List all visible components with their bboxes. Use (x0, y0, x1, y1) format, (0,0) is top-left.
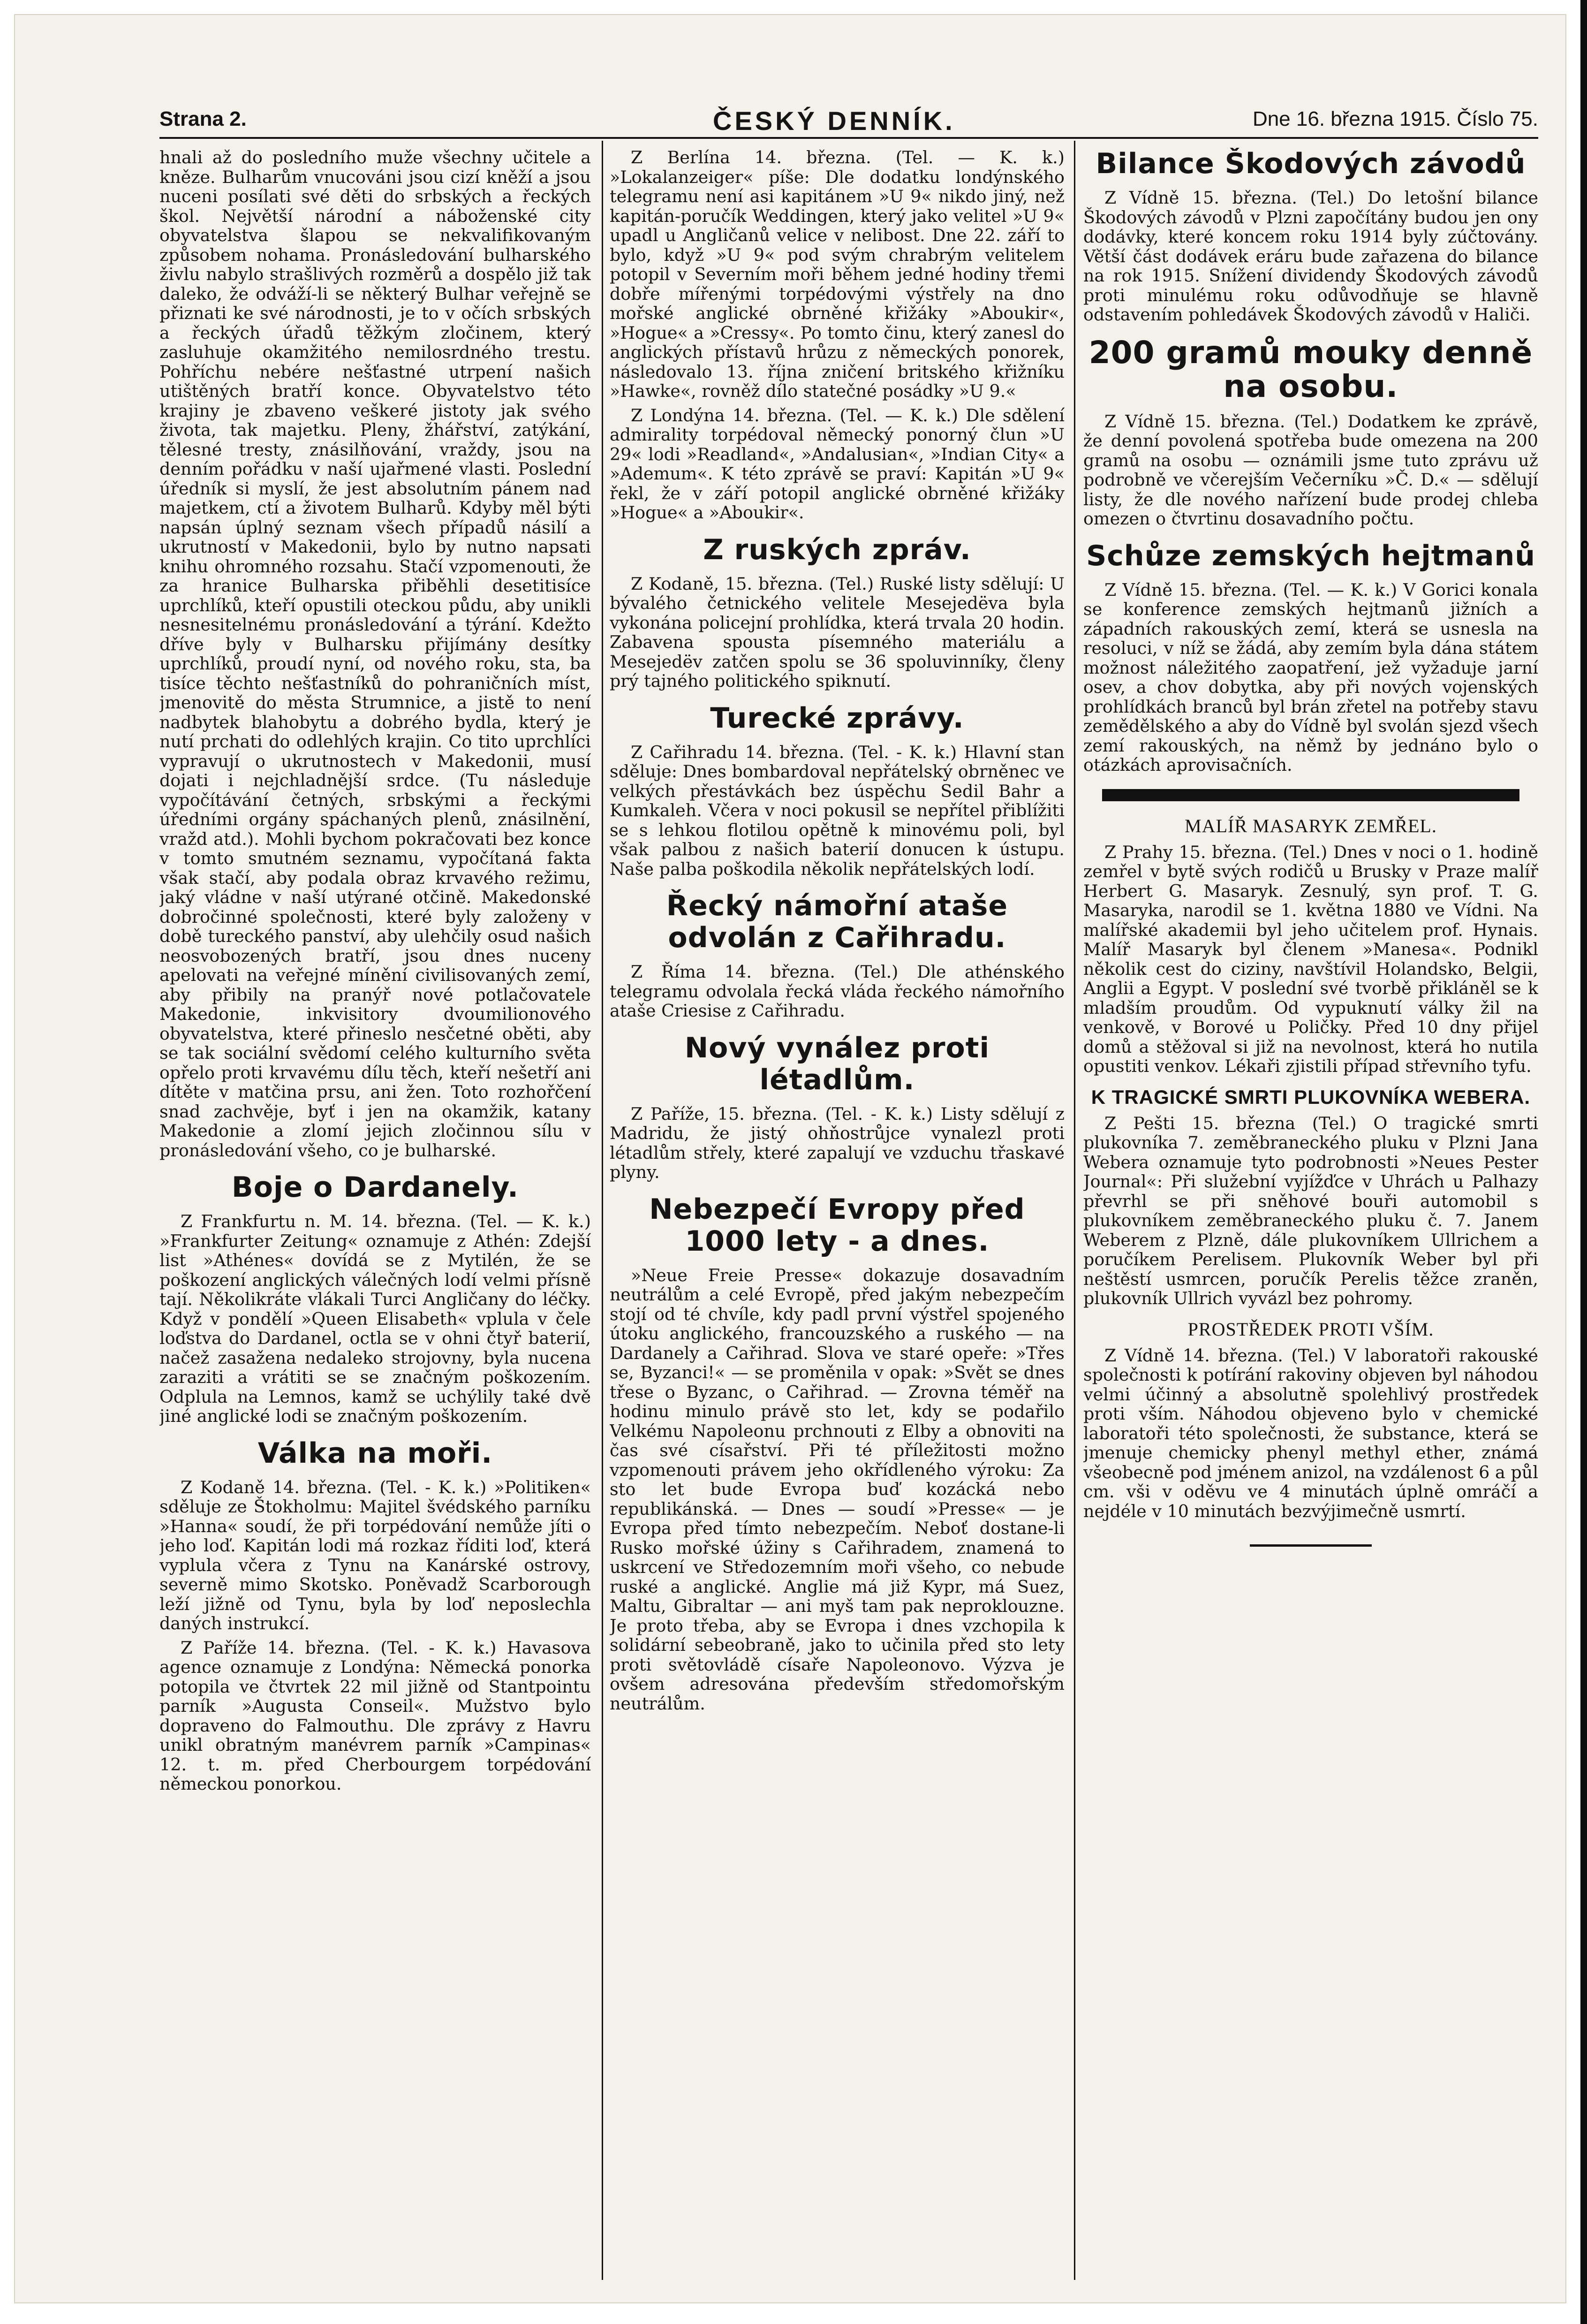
headline-smrt-webera: K TRAGICKÉ SMRTI PLUKOVNÍKA WEBERA. (1091, 1086, 1531, 1108)
scan-edge (1580, 0, 1587, 2324)
article-text: »Neue Freie Presse« dokazuje dosavadním neutrálům a celé Evropě, před jakým nebezpečím stojí od té chvíle, kdy padl první výstřel spojeného útoku anglického, francouzského a ruského — na Dardanely a Cařihrad. Slova ve staré opeře: »Třes se, Byzanci!« — se proměnila v opak: »Svět se dnes třese o Byzanc, o Cařihrad. — Zrovna téměř na hodinu minulo právě sto let, kdy se podařilo Velkému Napoleonu prchnouti z Elby a obnoviti na čas své císařství. Při té příležitosti možno vzpomenouti právem jeho okřídleného výroku: Za sto let bude Evropa buď kozácká nebo republikánská. — Dnes — soudí »Presse« — je Evropa před tímto nebezpečím. Neboť dostane-li Rusko mořské úžiny s Cařihradem, znamená to uskrcení ve Středozemním moři všeho, co nebude ruské a anglické. Anglie má již Kypr, má Suez, Maltu, Gibraltar — ani myš tam pak neproklouzne. Je proto třeba, aby se Evropa i dnes vzchopila k solidární sebeobraně, jako to učinila před sto lety proti světovládě císaře Napoleonovo. Výzva je ovšem adresována především středomořským neutrálům. (610, 1265, 1065, 1714)
headline-200-gramu-mouky: 200 gramů mouky denně na osobu. (1088, 334, 1533, 404)
article-text: Z Vídně 15. března. (Tel.) Dodatkem ke zprávě, že denní povolená spotřeba bude omezena na 200 gramů na osobu — oznámili jsme tuto zprávu už podrobně ve včerejším Večerníku »Č. D.« — sdělují listy, že dle nového nařízení bude prodej chleba omezen o čtvrtinu dosavadního počtu. (1083, 411, 1538, 529)
article-text: Z Vídně 15. března. (Tel.) Do letošní bilance Škodových závodů v Plzni započítány budou jen ony dodávky, které koncem roku 1914 byly zúčtovány. Větší část dodávek eráru bude zařazena do bilance na rok 1915. Snížení dividendy Škodových závodů proti minulému roku odůvodňuje se hlavně odstavením pohledávek Škodových závodů v Haliči. (1083, 188, 1538, 325)
article-text: hnali až do posledního muže všechny učitele a kněze. Bulharům vnucováni jsou cizí kněží a jsou nuceni posílati své děti do srbských a řeckých škol. Největší národní a náboženské city obyvatelstva šlapou se nekvalifikovaným způsobem nohama. Pronásledování bulharského živlu nabylo strašlivých rozměrů a dospělo již tak daleko, že odváží-li se některý Bulhar veřejně se přiznati ke své národnosti, je to v očích srbských a řeckých úřadů těžkým zločinem, který zasluhuje okamžitého nemilosrdného trestu. Pohříchu nebére nešťastné utrpení našich utištěných bratří konce. Obyvatelstvo této krajiny je zbaveno veškeré jistoty jak svého života, tak majetku. Pleny, žhářství, zatýkání, tělesné tresty, znásilňování, vraždy, jsou na denním pořádku v naší ujařmené vlasti. Poslední úředník si myslí, že jest absolutním pánem nad majetkem, ctí a životem Bulharů. Kdyby měl býti napsán úplný seznam všech případů násilí a ukrutností v Makedonii, bylo by nutno napsati knihu ohromného rozsahu. Stačí vzpomenouti, že za hranice Bulharska přiběhli desetitisíce uprchlíků, kteří opustili oteckou půdu, aby unikli nesnesitelnému pronásledování a týrání. Kdežto dříve byly v Bulharsku přijímány desítky uprchlíků, proudí nyní, od nového roku, sta, ba tisíce těchto nešťastníků do pohraničních míst, jmenovitě do města Strumnice, a jistě to není nadbytek blahobytu a dobrého bydla, který je nutí prchati do odlehlých krajin. Co tito uprchlíci vypravují o ukrutnostech v Makedonii, musí dojati i nejchladnější srdce. (Tu následuje vypočítávání četných, srbskými a řeckými úředními orgány spáchaných plenů, znásilnění, vražd atd.). Mohli bychom pokračovati bez konce v tomto smutném seznamu, vypočítaná fakta však stačí, aby podala obraz krvavého režimu, jaký vládne v naší utýrané otčině. Makedonské dobročinné společnosti, které byly založeny v době tureckého panství, aby ulehčily osud našich neosvobozených bratří, jsou dnes nuceny apelovati na veřejné mínění civilisovaných zemí, aby přibily na pranýř nové potlačovatele Makedonie, inkvisitory dvoumilionového obyvatelstva, které přineslo nesčetné oběti, aby se tak sociální svědomí celého kulturního světa opřelo proti krvavému dílu těch, kteří nešetří ani dítěte v matčina prsu, ani žen. Toto rozhořčení snad zachvěje, byť i jen na okamžik, katany Makedonie a zlomí jejich zločinnou sílu v pronásledování všeho, co je bulharské. (159, 148, 591, 1161)
article-text: Z Berlína 14. března. (Tel. — K. k.) »Lokalanzeiger« píše: Dle dodatku londýnského telegramu není asi kapitánem »U 9« nikdo jiný, než kapitán-poručík Weddingen, který jako velitel »U 9« upadl u Angličanů velice v nelibost. Dne 22. září to bylo, když »U 9« pod svým chrabrým velitelem potopil v Severním moři během jedné hodiny třemi dobře mířenými torpédovými výstřely na dno mořské anglické obrněné křižáky »Aboukir«, »Hogue« a »Cressy«. Po tomto činu, který zanesl do anglických přístavů hrůzu z německých ponorek, následovalo 13. října zničení britského křižníku »Hawke«, rovněž dílo statečné posádky »U 9.« (610, 148, 1065, 401)
headline-schuze-hejtmanu: Schůze zemských hejtmanů (1086, 539, 1535, 572)
headline-malir-masaryk: MALÍŘ MASARYK ZEMŘEL. (1185, 815, 1437, 836)
end-rule (1250, 1544, 1372, 1547)
column-divider-2 (1074, 141, 1075, 2280)
page-header (159, 106, 1538, 134)
column-2 (610, 148, 1065, 2268)
headline-valka-na-mori: Válka na moři. (257, 1436, 493, 1470)
issue-date: Dne 16. března 1915. Číslo 75. (1252, 107, 1538, 130)
headline-turecke-zpravy: Turecké zprávy. (710, 701, 964, 735)
headline-bilance-skodovych: Bilance Škodových závodů (1096, 148, 1526, 180)
headline-nebezpeci-evropy: Nebezpečí Evropy před 1000 lety - a dnes. (649, 1192, 1025, 1258)
article-text: Z Cařihradu 14. března. (Tel. - K. k.) Hlavní stan sděluje: Dnes bombardoval nepřátelský obrněnec ve velkých přestávkách bez úspěchu Sedil Bahr a Kumkaleh. Včera v noci pokusil se nepřítel přiblížiti se s lehkou flotilou opětně k minovému poli, byl však palbou z našich baterií donucen k ústupu. Naše palba poškodila několik nepřátelských lodí. (610, 742, 1065, 879)
article-text: Z Frankfurtu n. M. 14. března. (Tel. — K. k.) »Frankfurter Zeitung« oznamuje z Athén: Zdejší list »Athénes« dovídá se z Mytilén, že se poškození anglických válečných lodí velmi přísně tají. Několikráte vlákali Turci Angličany do léčky. Když v pondělí »Queen Elisabeth« vplula v čele loďstva do Dardanel, octla se v ohni čtyř baterií, načež zasažena nedaleko strojovny, byla nucena zaraziti a vrátiti se se značným poškozením. Odplula na Lemnos, kamž se uchýlily také dvě jiné anglické lodi se značným poškozením. (159, 1211, 591, 1426)
column-3 (1083, 148, 1538, 2268)
paper-title: ČESKÝ DENNÍK. (713, 106, 955, 136)
article-text: Z Paříže 14. března. (Tel. - K. k.) Havasova agence oznamuje z Londýna: Německá ponorka potopila ve čtvrtek 22 mil jižně od Stantpointu parník »Augusta Conseil«. Mužstvo bylo dopraveno do Falmouthu. Dle zprávy z Havru unikl obratným manévrem parník »Campinas« 12. t. m. před Cherbourgem torpédování německou ponorkou. (159, 1637, 591, 1794)
headline-novy-vynalez: Nový vynález proti létadlům. (684, 1031, 990, 1096)
headline-prostredek-proti-vsim: PROSTŘEDEK PROTI VŠÍM. (1187, 1318, 1434, 1340)
headline-recky-atase: Řecký námořní ataše odvolán z Cařihradu. (666, 889, 1008, 954)
article-text: Z Pešti 15. března (Tel.) O tragické smrti plukovníka 7. zeměbraneckého pluku v Plzni Jana Webera oznamuje tyto podrobnosti »Neues Pester Journal«: Při služební vyjížďce v Uhrách u Palhazy převrhl se při sněhové bouři automobil s plukovníkem zeměbraneckého pluku č. 7. Janem Weberem z Plzně, dále plukovníkem Ullrichem a poručíkem Perelisem. Plukovník Weber byl při neštěstí usmrcen, poručík Perelis těžce zraněn, plukovník Ullrich vyvázl bez pohromy. (1083, 1113, 1538, 1308)
page-number: Strana 2. (159, 107, 247, 130)
article-text: Z Londýna 14. března. (Tel. — K. k.) Dle sdělení admirality torpédoval německý ponorný člun »U 29« lodi »Readland«, »Andalusian«, »Indian City« a »Ademum«. K této zprávě se praví: Kapitán »U 9« řekl, že v září potopil anglické obrněné křižáky »Hogue« a »Aboukir«. (610, 405, 1065, 523)
header-rule (159, 137, 1538, 139)
article-text: Z Paříže, 15. března. (Tel. - K. k.) Listy sdělují z Madridu, že jistý ohňostrůjce vynalezl proti létadlům střely, které zapalují ve vzduchu třaskavé plyny. (610, 1103, 1065, 1182)
article-text: Z Kodaně 14. března. (Tel. - K. k.) »Politiken« sděluje ze Štokholmu: Majitel švédského parníku »Hanna« soudí, že při torpédování nemůže jíti o jeho loď. Kapitán lodi má rozkaz říditi loď, která vyplula včera z Tynu na Kanárské ostrovy, severně mimo Skotsko. Poněvadž Scarborough leží jižně od Tynu, byla by loď neposlechla daných instrukcí. (159, 1477, 591, 1633)
article-text: Z Vídně 15. března. (Tel. — K. k.) V Gorici konala se konference zemských hejtmanů jižních a západních rakouských zemí, která se usnesla na resoluci, v níž se žádá, aby zemím byla dána státem možnost náležitého zaopatření, jež vyžaduje jarní osev, a chov dobytka, aby při nových vojenských prohlídkách branců byl brán zřetel na potřeby stavu zemědělského a aby do Vídně byl svolán sjezd všech zemí rakouských, na němž by jednáno bylo o otázkách aprovisačních. (1083, 579, 1538, 775)
headline-dardanely: Boje o Dardanely. (232, 1171, 519, 1204)
section-rule (1102, 789, 1519, 801)
article-text: Z Kodaně, 15. března. (Tel.) Ruské listy sdělují: U bývalého četnického velitele Mesejedëva byla vykonána policejní prohlídka, která trvala 20 hodin. Zabavena spousta písemného materiálu a Mesejedëv zatčen spolu se 36 spoluvinníky, členy prý tajného politického spiknutí. (610, 573, 1065, 691)
column-1 (159, 148, 591, 2268)
headline-ruskych-zprav: Z ruských zpráv. (703, 533, 971, 566)
article-text: Z Vídně 14. března. (Tel.) V laboratoři rakouské společnosti k potírání rakoviny objeven byl náhodou velmi účinný a absolutně spolehlivý prostředek proti vším. Náhodou objeveno bylo v chemické laboratoři této společnosti, že substance, která se jmenuje chemicky phenyl methyl ether, známá všeobecně pod jménem anizol, na vzdálenost 6 a půl cm. vši v oděvu ve 4 minutách úplně omráčí a nejdéle v 10 minutách bezvýjimečně usmrtí. (1083, 1345, 1538, 1521)
column-divider-1 (602, 141, 603, 2280)
article-text: Z Říma 14. března. (Tel.) Dle athénského telegramu odvolala řecká vláda řeckého námořního ataše Criesise z Cařihradu. (610, 962, 1065, 1021)
article-text: Z Prahy 15. března. (Tel.) Dnes v noci o 1. hodině zemřel v bytě svých rodičů u Brusky v Praze malíř Herbert G. Masaryk. Zesnulý, syn prof. T. G. Masaryka, narodil se 1. května 1880 ve Vídni. Na malířské akademii byl jeho učitelem prof. Hynais. Malíř Masaryk byl členem »Manesa«. Podnikl několik cest do ciziny, navštívil Holandsko, Belgii, Anglii a Egypt. V poslední své tvorbě přikláněl se k mladším proudům. Od vypuknutí války žil na venkově, v Borové u Poličky. Před 10 dny přijel domů a stěžoval si již na nevolnost, která ho nutila opustiti venkov. Lékaři zjistili případ střevního tyfu. (1083, 842, 1538, 1076)
